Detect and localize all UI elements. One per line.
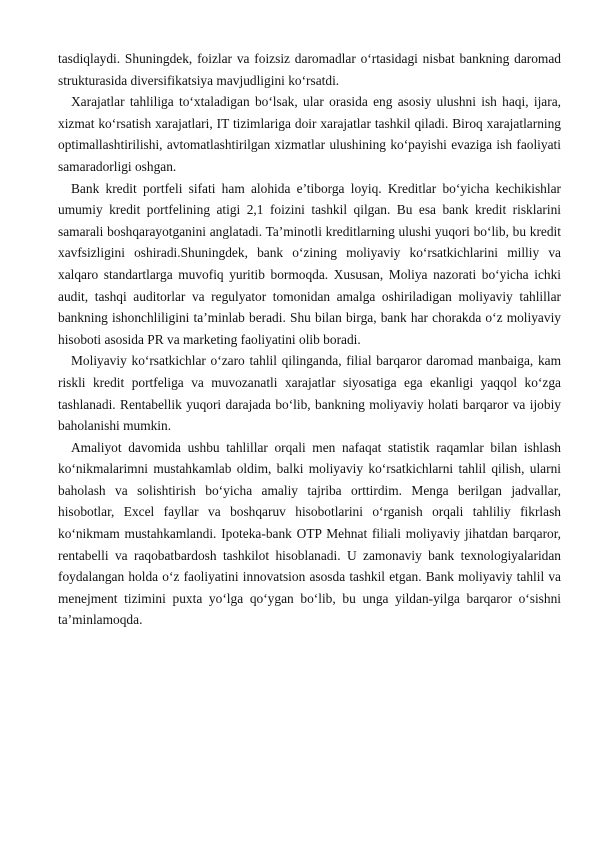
paragraph-expenses: Xarajatlar tahliliga to‘xtaladigan bo‘lsak, ular orasida eng asosiy ulushni ish haqi, ijara, xizmat ko‘rsatish xarajatlari, IT tizimlariga doir xarajatlar tashkil qiladi. Biroq xarajatlarning optimallashtirilishi, avtomatlashtirilgan xizmatlar ulushining ko‘payishi evaziga ish faoliyati samaradorligi oshgan.	[58, 94, 561, 174]
document-page	[58, 48, 561, 631]
paragraph-continuation: tasdiqlaydi. Shuningdek, foizlar va foizsiz daromadlar o‘rtasidagi nisbat bankning daromad strukturasida diversifikatsiya mavjudligini ko‘rsatdi.	[58, 51, 561, 88]
paragraph-financial-indicators: Moliyaviy ko‘rsatkichlar o‘zaro tahlil qilinganda, filial barqaror daromad manbaiga, kam riskli kredit portfeliga va muvozanatli xarajatlar siyosatiga ega ekanligi yaqqol ko‘zga tashlanadi. Rentabellik yuqori darajada bo‘lib, bankning moliyaviy holati barqaror va ijobiy baholanishi mumkin.	[58, 353, 561, 434]
paragraph-internship-conclusion: Amaliyot davomida ushbu tahlillar orqali men nafaqat statistik raqamlar bilan ishlash ko‘nikmalarimni mustahkamlab oldim, balki moliyaviy ko‘rsatkichlarni tahlil qilish, ularni baholash va solishtirish bo‘yicha amaliy tajriba orttirdim. Menga berilgan jadvallar, hisobotlar, Excel fayllar va boshqaruv hisobotlarini o‘rganish orqali tahliliy fikrlash ko‘nikmam mustahkamlandi. Ipoteka-bank OTP Mehnat filiali moliyaviy jihatdan barqaror, rentabelli va raqobatbardosh tashkilot hisoblanadi. U zamonaviy bank texnologiyalaridan foydalangan holda o‘z faoliyatini innovatsion asosda tashkil etgan. Bank moliyaviy tahlil va menejment tizimini puxta yo‘lga qo‘ygan bo‘lib, bu unga yildan-yilga barqaror o‘sishni ta’minlamoqda.	[58, 439, 561, 628]
paragraph-credit-portfolio: Bank kredit portfeli sifati ham alohida e’tiborga loyiq. Kreditlar bo‘yicha kechikishlar umumiy kredit portfelining atigi 2,1 foizini tashkil qilgan. Bu esa bank kredit risklarini samarali boshqarayotganini anglatadi. Ta’minotli kreditlarning ulushi yuqori bo‘lib, bu kredit xavfsizligini oshiradi.Shuningdek, bank o‘zining moliyaviy ko‘rsatkichlarini milliy va xalqaro standartlarga muvofiq yuritib bormoqda. Xususan, Moliya nazorati bo‘yicha ichki audit, tashqi auditorlar va regulyator tomonidan amalga oshiriladigan moliyaviy tahlillar bankning ishonchliligini ta’minlab beradi. Shu bilan birga, bank har chorakda o‘z moliyaviy hisoboti asosida PR va marketing faoliyatini olib boradi.	[58, 180, 561, 347]
